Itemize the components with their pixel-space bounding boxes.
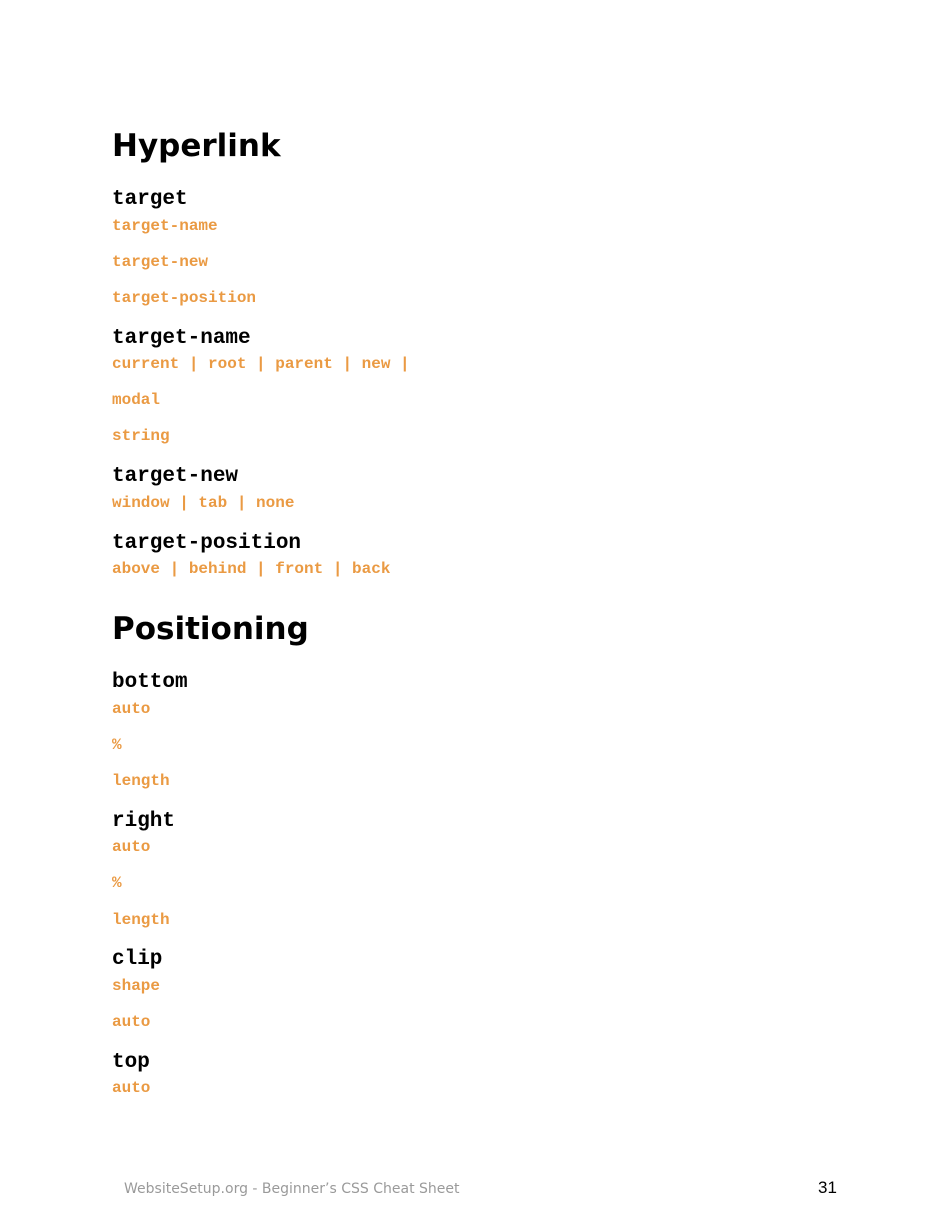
- property-value: current | root | parent | new |: [112, 355, 410, 373]
- property-value: window | tab | none: [112, 494, 295, 512]
- property-value: modal: [112, 391, 161, 409]
- property-value: target-new: [112, 253, 209, 271]
- property-value: auto: [112, 838, 151, 856]
- property-name-target-position: target-position: [112, 532, 302, 555]
- property-value: string: [112, 427, 170, 445]
- property-name-right: right: [112, 810, 176, 833]
- property-name-target: target: [112, 188, 188, 211]
- property-value: target-position: [112, 289, 257, 307]
- section-title-positioning: Positioning: [112, 611, 309, 647]
- section-title-hyperlink: Hyperlink: [112, 128, 281, 164]
- property-value: auto: [112, 700, 151, 718]
- property-value: length: [112, 772, 170, 790]
- property-value: length: [112, 911, 170, 929]
- property-value: auto: [112, 1079, 151, 1097]
- property-name-target-new: target-new: [112, 465, 239, 488]
- property-value: %: [112, 874, 122, 892]
- property-name-bottom: bottom: [112, 671, 188, 694]
- page-number: 31: [818, 1178, 837, 1197]
- property-name-target-name: target-name: [112, 327, 251, 350]
- property-name-clip: clip: [112, 948, 163, 971]
- property-name-top: top: [112, 1051, 150, 1074]
- footer-text: WebsiteSetup.org - Beginner’s CSS Cheat Sheet: [124, 1181, 460, 1197]
- property-value: auto: [112, 1013, 151, 1031]
- property-value: above | behind | front | back: [112, 560, 391, 578]
- property-value: shape: [112, 977, 161, 995]
- property-value: %: [112, 736, 122, 754]
- property-value: target-name: [112, 217, 218, 235]
